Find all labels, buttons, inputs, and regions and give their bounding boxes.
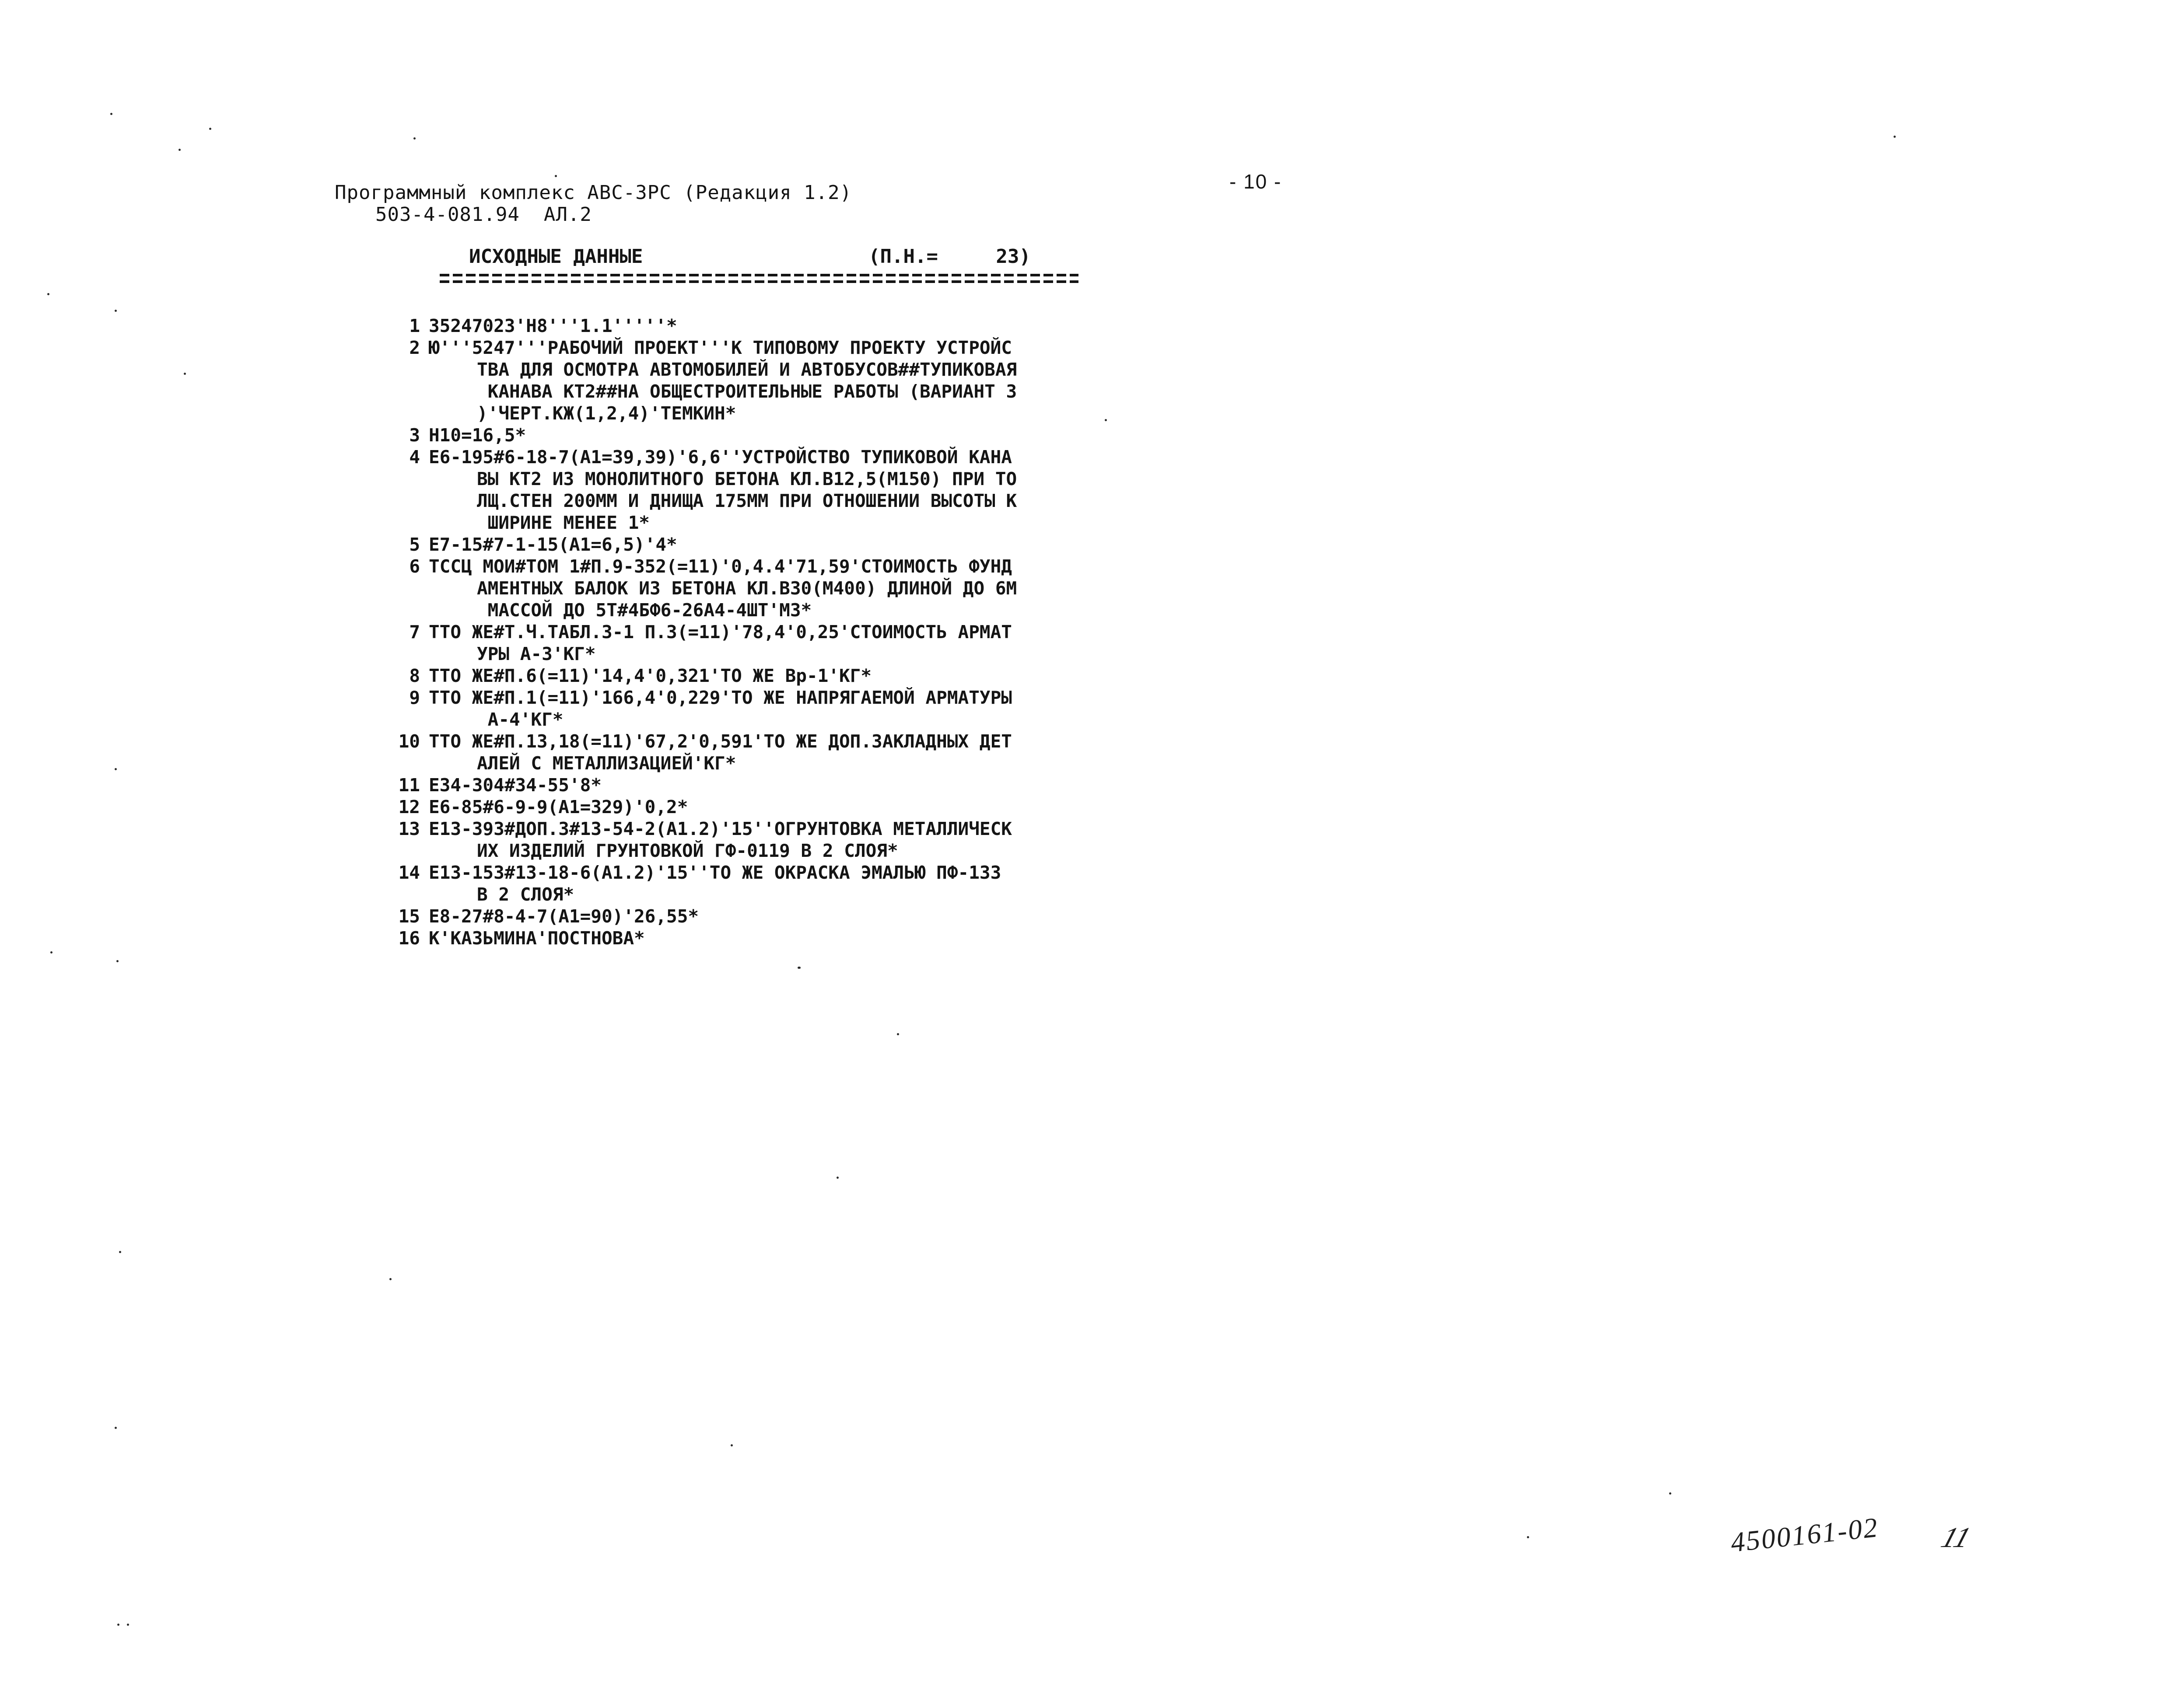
entry-text-line: Е6-85#6-9-9(А1=329)'0,2*	[429, 796, 688, 817]
entry-number: 7	[409, 622, 420, 643]
list-item	[376, 446, 1155, 534]
entry-number: 1	[409, 315, 420, 336]
scan-speck	[1894, 136, 1896, 138]
entry-number: 13	[398, 818, 420, 839]
entry-text-line: Е7-15#7-1-15(А1=6,5)'4*	[429, 534, 677, 555]
entry-text-line: Ю'''5247'''РАБОЧИЙ ПРОЕКТ'''К ТИПОВОМУ ПРОЕКТУ УСТРОЙС	[429, 337, 1012, 358]
double-rule-separator	[440, 274, 1078, 285]
scan-speck	[115, 1427, 117, 1429]
entry-text-line: Е13-393#ДОП.3#13-54-2(А1.2)'15''ОГРУНТОВКА МЕТАЛЛИЧЕСК	[429, 818, 1012, 839]
entry-text-line: ТТО ЖЕ#П.1(=11)'166,4'0,229'ТО ЖЕ НАПРЯГАЕМОЙ АРМАТУРЫ	[429, 687, 1012, 708]
entry-text-line: ВЫ КТ2 ИЗ МОНОЛИТНОГО БЕТОНА КЛ.В12,5(М150) ПРИ ТО	[477, 468, 1017, 489]
scan-speck	[115, 768, 117, 770]
scan-speck	[119, 1251, 121, 1253]
scan-speck	[731, 1444, 733, 1446]
list-item	[376, 774, 1155, 796]
entry-number: 2	[409, 337, 420, 358]
entry-text-line: А-4'КГ*	[477, 709, 564, 730]
entry-text-line: ИХ ИЗДЕЛИЙ ГРУНТОВКОЙ ГФ-0119 В 2 СЛОЯ*	[477, 840, 898, 861]
entry-text-line: ТССЦ МОИ#ТОМ 1#П.9-352(=11)'0,4.4'71,59'СТОИМОСТЬ ФУНД	[429, 556, 1012, 577]
scan-speck	[184, 373, 186, 375]
entry-text-line: Е6-195#6-18-7(А1=39,39)'6,6''УСТРОЙСТВО ТУПИКОВОЙ КАНА	[429, 447, 1012, 468]
entry-text-line: Е8-27#8-4-7(А1=90)'26,55*	[429, 906, 699, 927]
entry-number: 4	[409, 447, 420, 468]
handwritten-page-number: 11	[1937, 1522, 1975, 1554]
project-code: 503-4-081.94 АЛ.2	[375, 203, 592, 226]
section-page-number: (П.Н.= 23)	[868, 245, 1031, 268]
scan-speck	[1669, 1492, 1671, 1495]
list-item	[376, 730, 1155, 774]
entry-text-line: АМЕНТНЫХ БАЛОК ИЗ БЕТОНА КЛ.В30(М400) ДЛИНОЙ ДО 6М	[477, 578, 1017, 599]
list-item	[376, 665, 1155, 687]
list-item	[376, 818, 1155, 862]
entry-text-line: ШИРИНЕ МЕНЕЕ 1*	[477, 512, 650, 533]
entry-text-line: ТТО ЖЕ#П.6(=11)'14,4'0,321'ТО ЖЕ Вр-1'КГ*	[429, 665, 872, 686]
list-item	[376, 337, 1155, 424]
entry-number: 5	[409, 534, 420, 555]
scan-speck	[110, 113, 112, 115]
entry-number: 6	[409, 556, 420, 577]
section-title: ИСХОДНЫЕ ДАННЫЕ	[469, 245, 643, 268]
program-title: Программный комплекс АВС-3РС (Редакция 1.2)	[335, 182, 852, 204]
scan-speck	[209, 128, 211, 130]
scan-speck	[837, 1177, 839, 1179]
entries-list	[376, 315, 1155, 949]
entry-number: 11	[398, 775, 420, 796]
entry-text-line: УРЫ А-3'КГ*	[477, 643, 596, 664]
scan-speck	[798, 967, 800, 969]
list-item	[376, 621, 1155, 665]
entry-text-line: Н10=16,5*	[429, 425, 526, 446]
entry-text-line: 35247023'Н8'''1.1'''''*	[429, 315, 677, 336]
scan-speck	[116, 960, 119, 962]
entry-number: 8	[409, 665, 420, 686]
entry-number: 3	[409, 425, 420, 446]
page-number: - 10 -	[1229, 170, 1282, 193]
list-item	[376, 862, 1155, 905]
list-item	[376, 796, 1155, 818]
list-item	[376, 534, 1155, 555]
entry-text-line: В 2 СЛОЯ*	[477, 884, 574, 905]
list-item	[376, 555, 1155, 621]
list-item	[376, 687, 1155, 730]
entry-text-line: ТТО ЖЕ#Т.Ч.ТАБЛ.3-1 П.3(=11)'78,4'0,25'СТОИМОСТЬ АРМАТ	[429, 622, 1012, 643]
entry-text-line: )'ЧЕРТ.КЖ(1,2,4)'ТЕМКИН*	[477, 403, 736, 424]
scan-speck	[47, 293, 49, 295]
entry-number: 9	[409, 687, 420, 708]
entry-text-line: АЛЕЙ С МЕТАЛЛИЗАЦИЕЙ'КГ*	[477, 753, 736, 774]
entry-text-line: КАНАВА КТ2##НА ОБЩЕСТРОИТЕЛЬНЫЕ РАБОТЫ (ВАРИАНТ 3	[477, 381, 1017, 402]
entry-text-line: Е34-304#34-55'8*	[429, 775, 602, 796]
entry-text-line: МАССОЙ ДО 5Т#4БФ6-26А4-4ШТ'М3*	[477, 600, 812, 621]
scan-speck	[50, 951, 53, 954]
scan-speck	[413, 137, 416, 140]
entry-number: 10	[398, 731, 420, 752]
scan-speck	[1105, 419, 1107, 421]
entry-number: 15	[398, 906, 420, 927]
entry-number: 12	[398, 796, 420, 817]
scan-speck	[117, 1624, 119, 1626]
list-item	[376, 927, 1155, 949]
scan-speck	[897, 1033, 899, 1035]
entry-text-line: ТВА ДЛЯ ОСМОТРА АВТОМОБИЛЕЙ И АВТОБУСОВ##ТУПИКОВАЯ	[477, 359, 1017, 380]
entry-text-line: Е13-153#13-18-6(А1.2)'15''ТО ЖЕ ОКРАСКА ЭМАЛЬЮ ПФ-133	[429, 862, 1001, 883]
scan-speck	[115, 310, 117, 312]
scan-speck	[127, 1624, 129, 1626]
scan-speck	[1527, 1536, 1529, 1538]
handwritten-document-code: 4500161-02	[1729, 1511, 1880, 1558]
entry-number: 14	[398, 862, 420, 883]
scan-speck	[179, 149, 181, 151]
list-item	[376, 424, 1155, 446]
entry-number: 16	[398, 928, 420, 949]
list-item	[376, 315, 1155, 337]
entry-text-line: К'КАЗЬМИНА'ПОСТНОВА*	[429, 928, 645, 949]
list-item	[376, 905, 1155, 927]
entry-text-line: ЛЩ.СТЕН 200ММ И ДНИЩА 175ММ ПРИ ОТНОШЕНИИ ВЫСОТЫ К	[477, 490, 1017, 511]
scan-speck	[555, 175, 557, 177]
entry-text-line: ТТО ЖЕ#П.13,18(=11)'67,2'0,591'ТО ЖЕ ДОП.ЗАКЛАДНЫХ ДЕТ	[429, 731, 1012, 752]
scan-speck	[389, 1278, 392, 1280]
